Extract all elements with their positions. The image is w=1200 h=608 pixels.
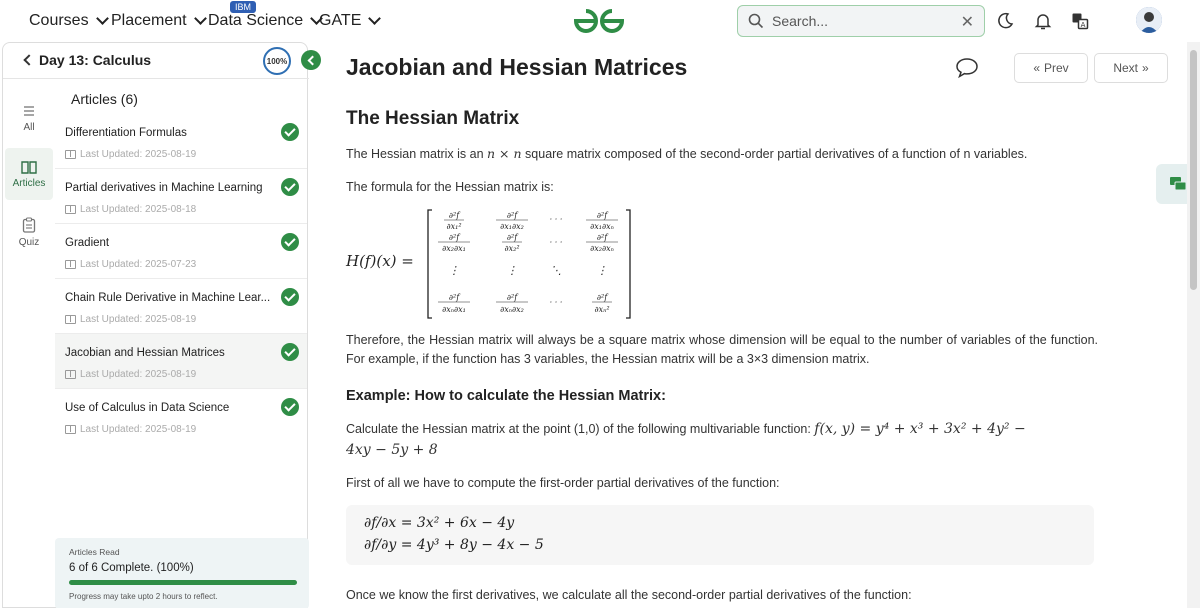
double-chevron-right-icon: » xyxy=(1142,61,1149,75)
articles-read-label: Articles Read xyxy=(69,547,120,557)
chevron-down-icon xyxy=(194,12,207,25)
article-updated xyxy=(65,204,196,215)
intro-text-a: The Hessian matrix is an xyxy=(346,147,488,161)
check-icon xyxy=(281,123,299,141)
svg-text:∂xₙ∂x₁: ∂xₙ∂x₁ xyxy=(442,305,466,314)
tab-articles-label: Articles xyxy=(12,177,46,189)
example-title: Example: How to calculate the Hessian Matrix: xyxy=(346,388,666,404)
nav-courses-label: Courses xyxy=(29,12,89,29)
language-button[interactable] xyxy=(1067,8,1093,34)
article-item[interactable] xyxy=(55,279,307,334)
svg-text:∂²f: ∂²f xyxy=(596,233,608,242)
svg-text:∂xₙ∂x₂: ∂xₙ∂x₂ xyxy=(500,305,524,314)
svg-text:∂x₂∂x₁: ∂x₂∂x₁ xyxy=(442,244,466,253)
svg-text:∂x₁∂xₙ: ∂x₁∂xₙ xyxy=(590,222,614,231)
dark-mode-toggle[interactable] xyxy=(992,8,1018,34)
svg-text:⋮: ⋮ xyxy=(448,264,460,277)
derivative-x: ∂f/∂x = 3x² + 6x − 4y xyxy=(364,515,515,531)
comment-icon[interactable] xyxy=(954,56,980,80)
book-icon xyxy=(65,370,76,379)
next-button[interactable] xyxy=(1094,53,1168,83)
svg-text:· · ·: · · · xyxy=(549,298,563,307)
sidebar-header xyxy=(3,43,309,79)
bell-icon xyxy=(1034,12,1052,30)
ibm-badge: IBM xyxy=(230,1,256,13)
article-item[interactable] xyxy=(55,389,307,444)
moon-icon xyxy=(996,12,1014,30)
articles-read-panel xyxy=(55,538,309,608)
prev-button[interactable] xyxy=(1014,53,1088,83)
tab-quiz[interactable] xyxy=(5,206,53,258)
search-box[interactable] xyxy=(737,5,985,37)
intro-text-b: square matrix composed of the second-order partial derivatives of a function of n variables. xyxy=(521,147,1028,161)
user-avatar-icon xyxy=(1136,7,1162,33)
first-order-paragraph: First of all we have to compute the first-order partial derivatives of the function: xyxy=(346,476,780,490)
article-updated-text: Last Updated: 2025-07-23 xyxy=(80,259,197,270)
double-chevron-left-icon: « xyxy=(1033,61,1040,75)
book-icon xyxy=(21,160,37,174)
article-updated-text: Last Updated: 2025-08-19 xyxy=(80,314,197,325)
article-updated-text: Last Updated: 2025-08-19 xyxy=(80,424,197,435)
intro-paragraph xyxy=(346,144,1098,164)
formula-intro: The formula for the Hessian matrix is: xyxy=(346,180,554,194)
sidebar-title: Day 13: Calculus xyxy=(39,52,152,68)
search-icon xyxy=(748,13,764,29)
progress-ring: 100% xyxy=(263,47,291,75)
nav-data-science[interactable] xyxy=(208,12,321,30)
svg-text:∂x₂∂xₙ: ∂x₂∂xₙ xyxy=(590,244,614,253)
svg-text:∂²f: ∂²f xyxy=(448,233,460,242)
example-text: Calculate the Hessian matrix at the point (1,0) of the following multivariable function: xyxy=(346,422,815,436)
clear-icon[interactable]: ✕ xyxy=(960,14,974,31)
svg-text:· · ·: · · · xyxy=(549,215,563,224)
read-progress-fill xyxy=(69,580,297,585)
hessian-matrix-formula xyxy=(346,198,646,328)
clipboard-icon xyxy=(22,217,36,233)
first-derivatives-box xyxy=(346,505,1094,565)
article-updated xyxy=(65,314,196,325)
tab-quiz-label: Quiz xyxy=(18,236,40,248)
progress-note: Progress may take upto 2 hours to reflect. xyxy=(69,592,218,601)
article-name: Partial derivatives in Machine Learning xyxy=(65,182,263,194)
chevron-down-icon xyxy=(96,12,109,25)
svg-text:· · ·: · · · xyxy=(549,238,563,247)
second-order-paragraph: Once we know the first derivatives, we calculate all the second-order partial derivatives of the function: xyxy=(346,588,912,602)
svg-text:∂²f: ∂²f xyxy=(506,233,518,242)
article-name: Use of Calculus in Data Science xyxy=(65,402,230,414)
intro-math: n × n xyxy=(487,146,522,161)
book-icon xyxy=(65,315,76,324)
avatar[interactable] xyxy=(1136,7,1162,33)
article-updated xyxy=(65,259,196,270)
book-icon xyxy=(65,205,76,214)
article-name: Differentiation Formulas xyxy=(65,127,187,139)
search-input[interactable] xyxy=(772,13,942,29)
example-paragraph xyxy=(346,419,1098,461)
section-title: The Hessian Matrix xyxy=(346,108,520,129)
read-progress-bar xyxy=(69,580,297,585)
nav-placement[interactable] xyxy=(111,12,205,30)
check-icon xyxy=(281,288,299,306)
article-updated-text: Last Updated: 2025-08-18 xyxy=(80,204,197,215)
article-updated-text: Last Updated: 2025-08-19 xyxy=(80,149,197,160)
svg-text:∂²f: ∂²f xyxy=(596,211,608,220)
derivative-y: ∂f/∂y = 4y³ + 8y − 4x − 5 xyxy=(364,537,544,553)
svg-text:∂²f: ∂²f xyxy=(596,293,608,302)
svg-text:∂xₙ²: ∂xₙ² xyxy=(594,305,610,314)
list-icon xyxy=(22,104,36,118)
gfg-logo[interactable] xyxy=(572,6,626,36)
svg-text:A: A xyxy=(1080,21,1086,29)
book-icon xyxy=(65,425,76,434)
page-title: Jacobian and Hessian Matrices xyxy=(346,54,688,80)
collapse-sidebar-button[interactable] xyxy=(301,50,321,70)
article-updated xyxy=(65,149,196,160)
article-name: Gradient xyxy=(65,237,110,249)
course-sidebar xyxy=(2,42,308,608)
nav-data-science-label: Data Science xyxy=(208,12,304,29)
svg-text:⋮: ⋮ xyxy=(506,264,518,277)
svg-text:⋱: ⋱ xyxy=(550,264,562,277)
example-function-2: 4xy − 5y + 8 xyxy=(346,442,438,458)
article-updated xyxy=(65,424,196,435)
article-name: Chain Rule Derivative in Machine Lear... xyxy=(65,292,271,304)
article-item[interactable] xyxy=(55,114,307,169)
check-icon xyxy=(281,233,299,251)
article-updated-text: Last Updated: 2025-08-19 xyxy=(80,369,197,380)
articles-heading: Articles (6) xyxy=(71,91,138,107)
svg-text:⋮: ⋮ xyxy=(596,264,608,277)
scrollbar-thumb[interactable] xyxy=(1190,50,1197,290)
example-function-1: f(x, y) = y⁴ + x³ + 3x² + 4y² − xyxy=(814,421,1026,437)
svg-text:∂²f: ∂²f xyxy=(448,211,460,220)
top-navbar xyxy=(0,0,1200,42)
nav-gate[interactable] xyxy=(319,12,379,30)
svg-text:∂²f: ∂²f xyxy=(448,293,460,302)
nav-courses[interactable] xyxy=(29,12,107,30)
articles-read-status: 6 of 6 Complete. (100%) xyxy=(69,562,194,574)
book-icon xyxy=(65,150,76,159)
therefore-paragraph: Therefore, the Hessian matrix will always be a square matrix whose dimension will be equal to the number of variables of the function. For example, if the function has 3 variables, the Hessian matrix will be a 3×3 dimension matrix. xyxy=(346,333,1098,366)
svg-text:∂x₁∂x₂: ∂x₁∂x₂ xyxy=(500,222,524,231)
nav-placement-label: Placement xyxy=(111,12,187,29)
translate-icon xyxy=(1071,12,1089,30)
back-arrow-icon[interactable] xyxy=(23,54,34,65)
check-icon xyxy=(281,343,299,361)
matrix-bracket-figure xyxy=(426,208,636,320)
article-item[interactable] xyxy=(55,224,307,279)
next-label: Next xyxy=(1113,61,1138,75)
chevron-down-icon xyxy=(369,12,382,25)
tab-articles[interactable] xyxy=(5,148,53,200)
notifications-button[interactable] xyxy=(1030,8,1056,34)
svg-text:∂x₁²: ∂x₁² xyxy=(446,222,462,231)
tab-all[interactable] xyxy=(5,92,53,144)
article-name: Jacobian and Hessian Matrices xyxy=(65,347,225,359)
article-item[interactable] xyxy=(55,169,307,224)
chat-icon xyxy=(1169,175,1187,193)
matrix-lhs: H(f)(x) = xyxy=(346,252,414,270)
check-icon xyxy=(281,398,299,416)
check-icon xyxy=(281,178,299,196)
svg-text:∂x₂²: ∂x₂² xyxy=(504,244,520,253)
article-updated xyxy=(65,369,196,380)
tab-all-label: All xyxy=(23,121,35,133)
svg-text:∂²f: ∂²f xyxy=(506,293,518,302)
svg-text:∂²f: ∂²f xyxy=(506,211,518,220)
prev-label: Prev xyxy=(1044,61,1069,75)
nav-gate-label: GATE xyxy=(319,12,362,29)
article-item-active[interactable] xyxy=(55,334,307,389)
book-icon xyxy=(65,260,76,269)
